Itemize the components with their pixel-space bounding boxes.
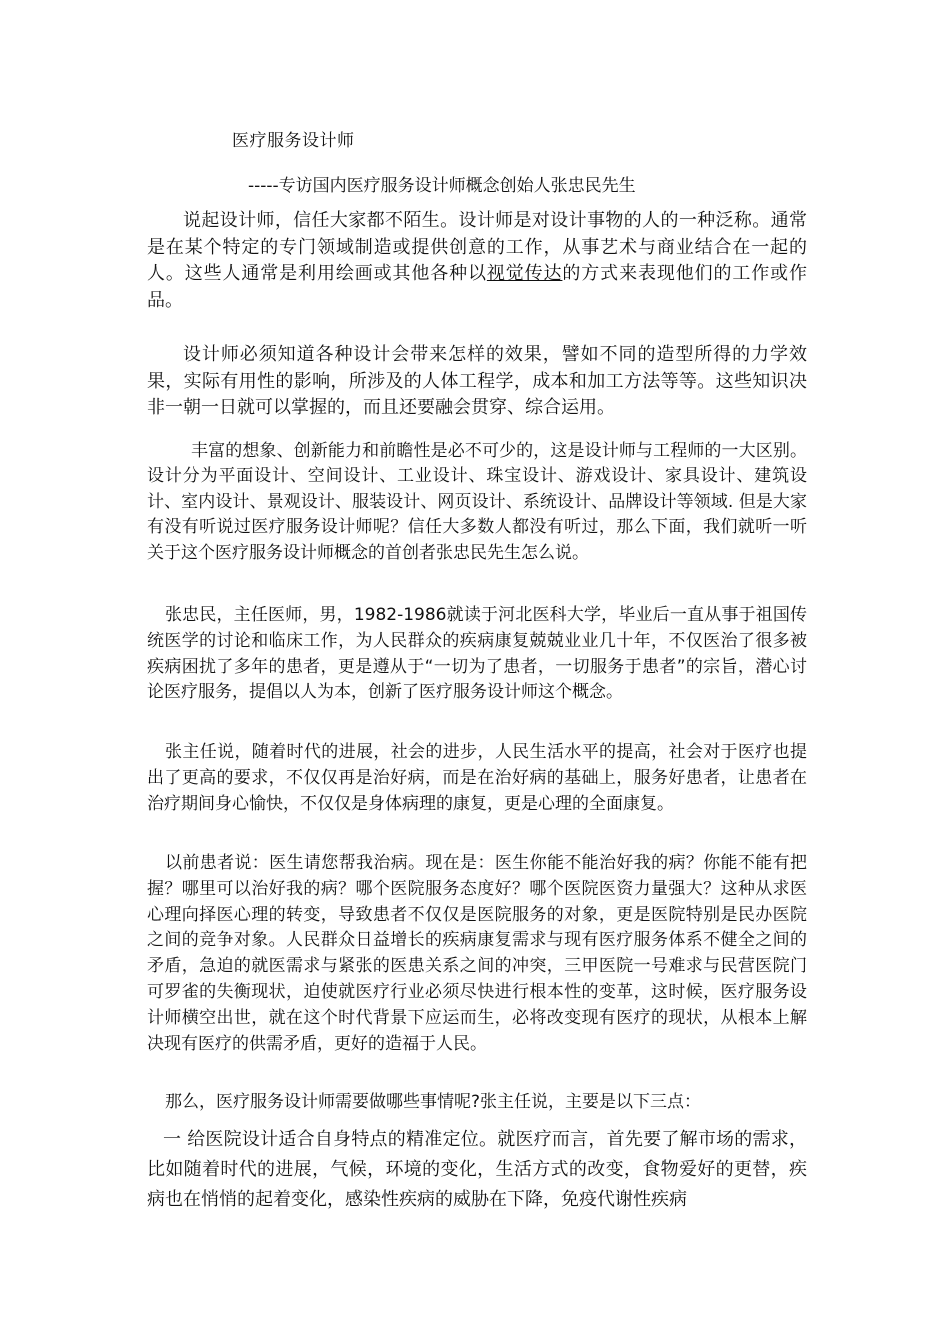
paragraph-2: 设计师必须知道各种设计会带来怎样的效果，譬如不同的造型所得的力学效果，实际有用性的影响，所涉及的人体工程学，成本和加工方法等等。这些知识决非一朝一日就可以掌握的，而且还要融会贯穿、综合运用。 — [147, 344, 807, 419]
paragraph-5: 张主任说，随着时代的进展，社会的进步，人民生活水平的提高，社会对于医疗也提出了更高的要求，不仅仅再是治好病，而是在治好病的基础上，服务好患者，让患者在治疗期间身心愉快，不仅仅是身体病理的康复，更是心理的全面康复。 — [147, 742, 807, 814]
paragraph-1-text-a: 说起设计师，信任大家都不陌生。设计师是对设计事物的人的一种泛称。通常是在某个特定的专门领域制造或提供创意的工作，从事艺术与商业结合在一起的人。这些人通常是利用绘画或其他各种以 — [147, 210, 807, 285]
document-title: 医疗服务设计师 — [232, 131, 355, 151]
paragraph-6: 以前患者说：医生请您帮我治病。现在是：医生你能不能治好我的病？你能不能有把握？哪里可以治好我的病？哪个医院服务态度好？哪个医院医资力量强大？这种从求医心理向择医心理的转变，导致患者不仅仅是医院服务的对象，更是医院特别是民办医院之间的竞争对象。人民群众日益增长的疾病康复需求与现有医疗服务体系不健全之间的矛盾，急迫的就医需求与紧张的医患关系之间的冲突，三甲医院一号难求与民营医院门可罗雀的失衡现状，迫使就医疗行业必须尽快进行根本性的变革，这时候，医疗服务设计师横空出世，就在这个时代背景下应运而生，必将改变现有医疗的现状，从根本上解决现有医疗的供需矛盾，更好的造福于人民。 — [147, 853, 807, 1054]
paragraph-4: 张忠民，主任医师，男，1982-1986就读于河北医科大学，毕业后一直从事于祖国传统医学的讨论和临床工作，为人民群众的疾病康复兢兢业业几十年，不仅医治了很多被疾病困扰了多年的患者，更是遵从于“一切为了患者，一切服务于患者”的宗旨，潜心讨论医疗服务，提倡以人为本，创新了医疗服务设计师这个概念。 — [147, 605, 807, 703]
paragraph-1-text-b: 的方式来表现他们的工作或作品。 — [147, 263, 808, 311]
document-subtitle: -----专访国内医疗服务设计师概念创始人张忠民先生 — [248, 176, 636, 196]
paragraph-7: 那么，医疗服务设计师需要做哪些事情呢?张主任说，主要是以下三点： — [165, 1092, 702, 1112]
paragraph-8: 一 给医院设计适合自身特点的精准定位。就医疗而言，首先要了解市场的需求，比如随着时代的进展，气候，环境的变化，生活方式的改变，食物爱好的更替，疾病也在悄悄的起着变化，感染性疾病的威胁在下降，免疫代谢性疾病 — [147, 1129, 807, 1210]
visual-communication-link[interactable]: 视觉传达 — [486, 263, 563, 285]
paragraph-3: 丰富的想象、创新能力和前瞻性是必不可少的，这是设计师与工程师的一大区别。设计分为平面设计、空间设计、工业设计、珠宝设计、游戏设计、家具设计、建筑设计、室内设计、景观设计、服装设计、网页设计、系统设计、品牌设计等领域. 但是大家有没有听说过医疗服务设计师呢？信任大多数人都没有听过，那么下面，我们就听一听关于这个医疗服务设计师概念的首创者张忠民先生怎么说。 — [147, 441, 807, 563]
paragraph-1 — [147, 208, 807, 314]
